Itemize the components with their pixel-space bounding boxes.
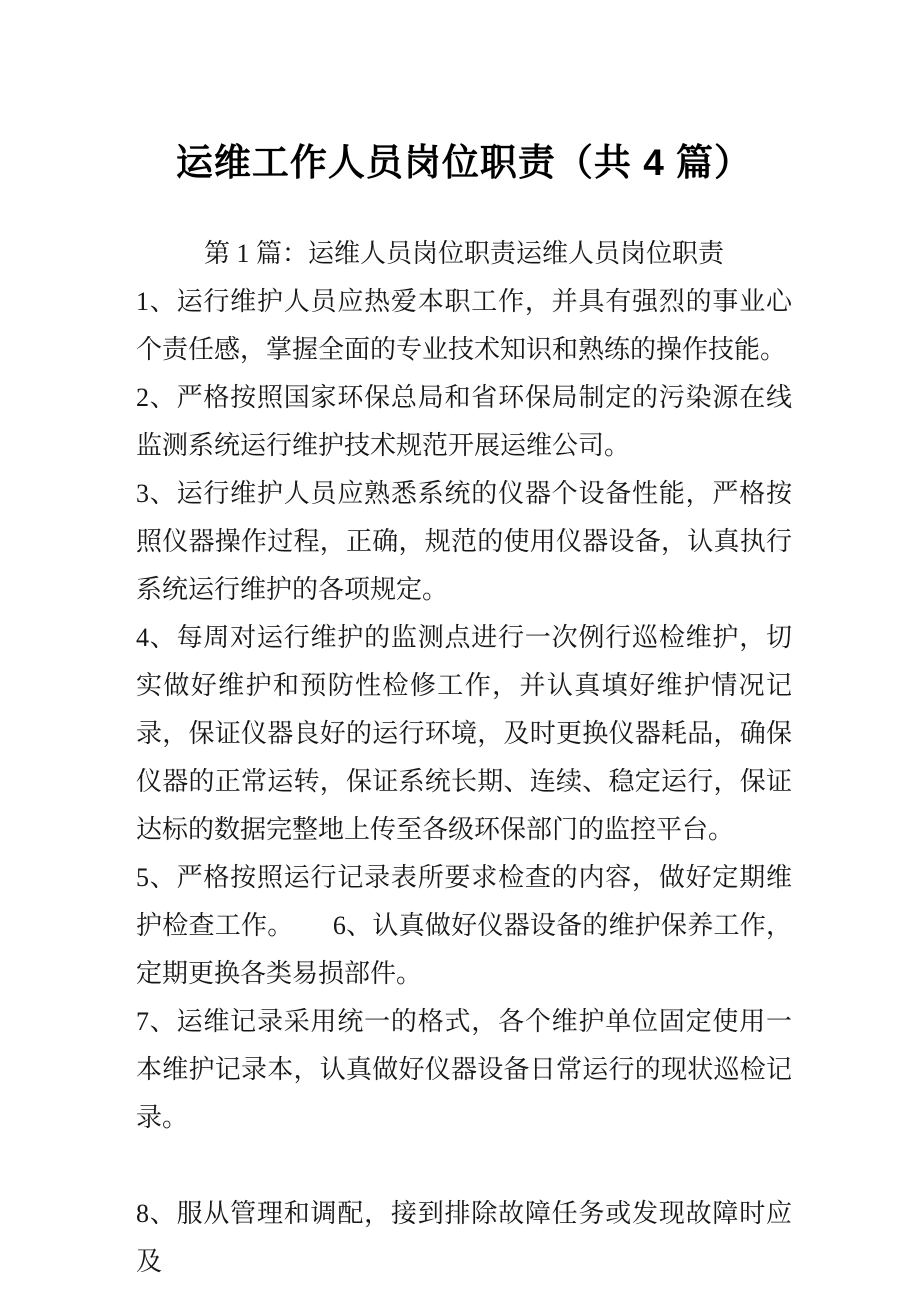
paragraph-item-3: 3、运行维护人员应熟悉系统的仪器个设备性能，严格按照仪器操作过程，正确，规范的使用仪器设备，认真执行系统运行维护的各项规定。 (136, 479, 792, 604)
paragraph-item-2: 2、严格按照国家环保总局和省环保局制定的污染源在线监测系统运行维护技术规范开展运维公司。 (136, 383, 792, 460)
paragraph-item-4: 4、每周对运行维护的监测点进行一次例行巡检维护，切实做好维护和预防性检修工作，并认真填好维护情况记录，保证仪器良好的运行环境，及时更换仪器耗品，确保仪器的正常运转，保证系统长期、连续、稳定运行，保证达标的数据完整地上传至各级环保部门的监控平台。 (136, 623, 792, 844)
paragraph-item-1: 1、运行维护人员应热爱本职工作，并具有强烈的事业心个责任感，掌握全面的专业技术知识和熟练的操作技能。 (136, 287, 792, 364)
document-title: 运维工作人员岗位职责（共 4 篇） (175, 142, 753, 183)
paragraph-item-8: 8、服从管理和调配，接到排除故障任务或发现故障时应及 (136, 1199, 792, 1276)
paragraph-item-5-6: 5、严格按照运行记录表所要求检查的内容，做好定期维护检查工作。 6、认真做好仪器设备的维护保养工作，定期更换各类易损部件。 (136, 863, 792, 988)
paragraph-item-7: 7、运维记录采用统一的格式，各个维护单位固定使用一本维护记录本，认真做好仪器设备日常运行的现状巡检记录。 (136, 1007, 792, 1132)
blank-line (136, 1142, 792, 1190)
section-heading: 第 1 篇：运维人员岗位职责运维人员岗位职责 (203, 239, 724, 268)
